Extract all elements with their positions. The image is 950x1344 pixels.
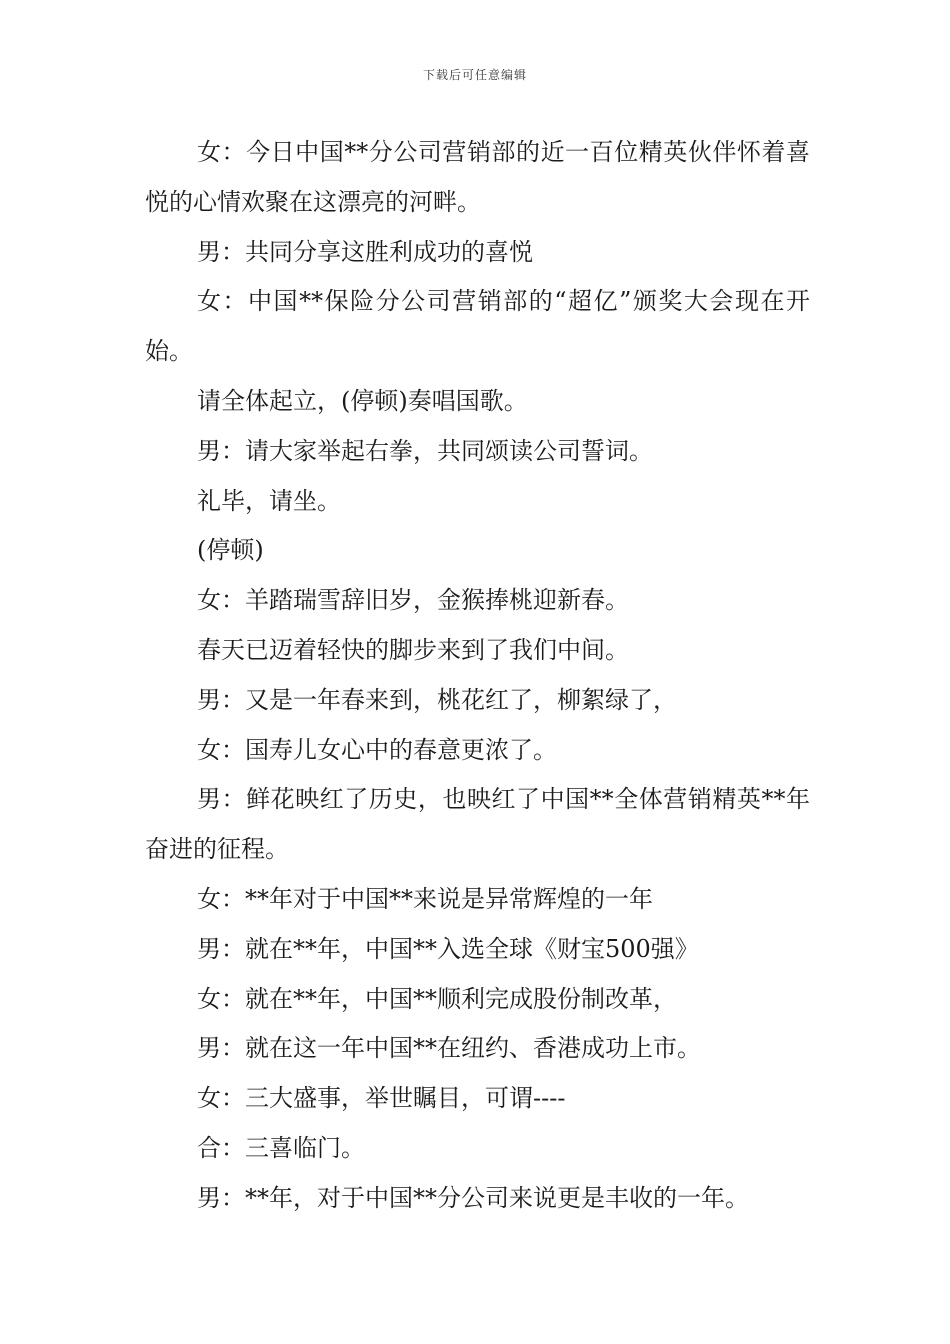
paragraph: 女：中国**保险分公司营销部的“超亿”颁奖大会现在开始。 [145,287,810,366]
paragraph: 女：羊踏瑞雪辞旧岁，金猴捧桃迎新春。 [197,586,629,615]
paragraph: 请全体起立，(停顿)奏唱国歌。 [197,386,528,415]
paragraph: (停顿) [197,536,264,565]
paragraph: 礼毕，请坐。 [197,486,341,515]
paragraph: 男：就在这一年中国**在纽约、香港成功上市。 [197,1034,701,1063]
document-body [145,128,810,1224]
paragraph: 男：**年，对于中国**分公司来说更是丰收的一年。 [197,1183,749,1212]
paragraph: 女：国寿儿女心中的春意更浓了。 [197,735,557,764]
paragraph: 男：共同分享这胜利成功的喜悦 [197,237,533,266]
paragraph: 女：今日中国**分公司营销部的近一百位精英伙伴怀着喜悦的心情欢聚在这漂亮的河畔。 [145,138,810,216]
paragraph: 男：请大家举起右拳，共同颂读公司誓词。 [197,436,653,465]
paragraph: 合：三喜临门。 [197,1133,365,1162]
paragraph: 女：三大盛事，举世瞩目，可谓---- [197,1084,566,1113]
page-header-note: 下载后可任意编辑 [422,68,527,82]
paragraph: 男：又是一年春来到，桃花红了，柳絮绿了， [197,685,677,714]
paragraph: 女：就在**年，中国**顺利完成股份制改革， [197,984,677,1013]
paragraph: 春天已迈着轻快的脚步来到了我们中间。 [197,635,629,664]
paragraph: 男：鲜花映红了历史，也映红了中国**全体营销精英**年奋进的征程。 [145,785,810,864]
paragraph: 女：**年对于中国**来说是异常辉煌的一年 [197,884,653,913]
paragraph: 男：就在**年，中国**入选全球《财宝500强》 [197,934,699,963]
